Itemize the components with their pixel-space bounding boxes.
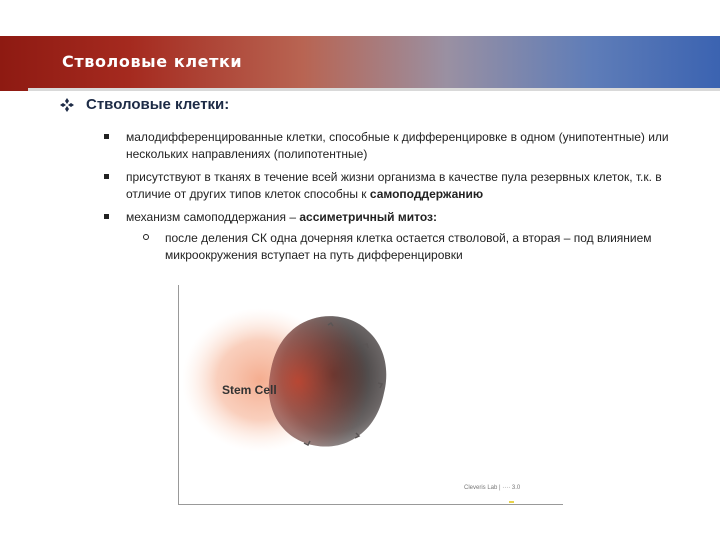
figure-frame-bottom: [178, 504, 563, 505]
square-bullet-icon: [104, 134, 109, 139]
slide-title: Стволовые клетки: [62, 52, 243, 71]
bullet-item: [100, 129, 680, 163]
section-heading: [60, 96, 229, 113]
section-heading-text: Стволовые клетки:: [86, 96, 230, 113]
bullet-text: присутствуют в тканях в течение всей жизни организма в качестве пула резервных клеток, т.к. в отличие от других типов клеток способны к: [126, 170, 662, 201]
sub-bullet-text: после деления СК одна дочерняя клетка остается стволовой, а вторая – под влиянием микроокружения вступает на путь дифференцировки: [165, 231, 652, 262]
figure-frame-left: [178, 285, 179, 505]
bullet-item: [100, 169, 680, 203]
stem-cell-image: [178, 285, 563, 505]
image-credit: Cleveris Lab | ···· 3.0: [464, 485, 521, 491]
bullet-item: [100, 209, 680, 226]
square-bullet-icon: [104, 214, 109, 219]
bullet-bold-text: самоподдержанию: [369, 187, 484, 201]
stem-cell-label: Stem Cell: [222, 383, 277, 397]
bullet-bold-text: ассиметричный митоз:: [299, 210, 437, 224]
square-bullet-icon: [104, 174, 109, 179]
circle-bullet-icon: [143, 234, 149, 240]
bullet-list: [100, 129, 680, 264]
diamond-bullet-icon: [60, 98, 74, 112]
bullet-text: малодифференцированные клетки, способные к дифференцировке в одном (унипотентные) или нескольких направлениях (полипотентные): [126, 130, 669, 161]
bullet-text: механизм самоподдержания –: [126, 210, 300, 224]
sub-bullet-item: [140, 230, 680, 264]
